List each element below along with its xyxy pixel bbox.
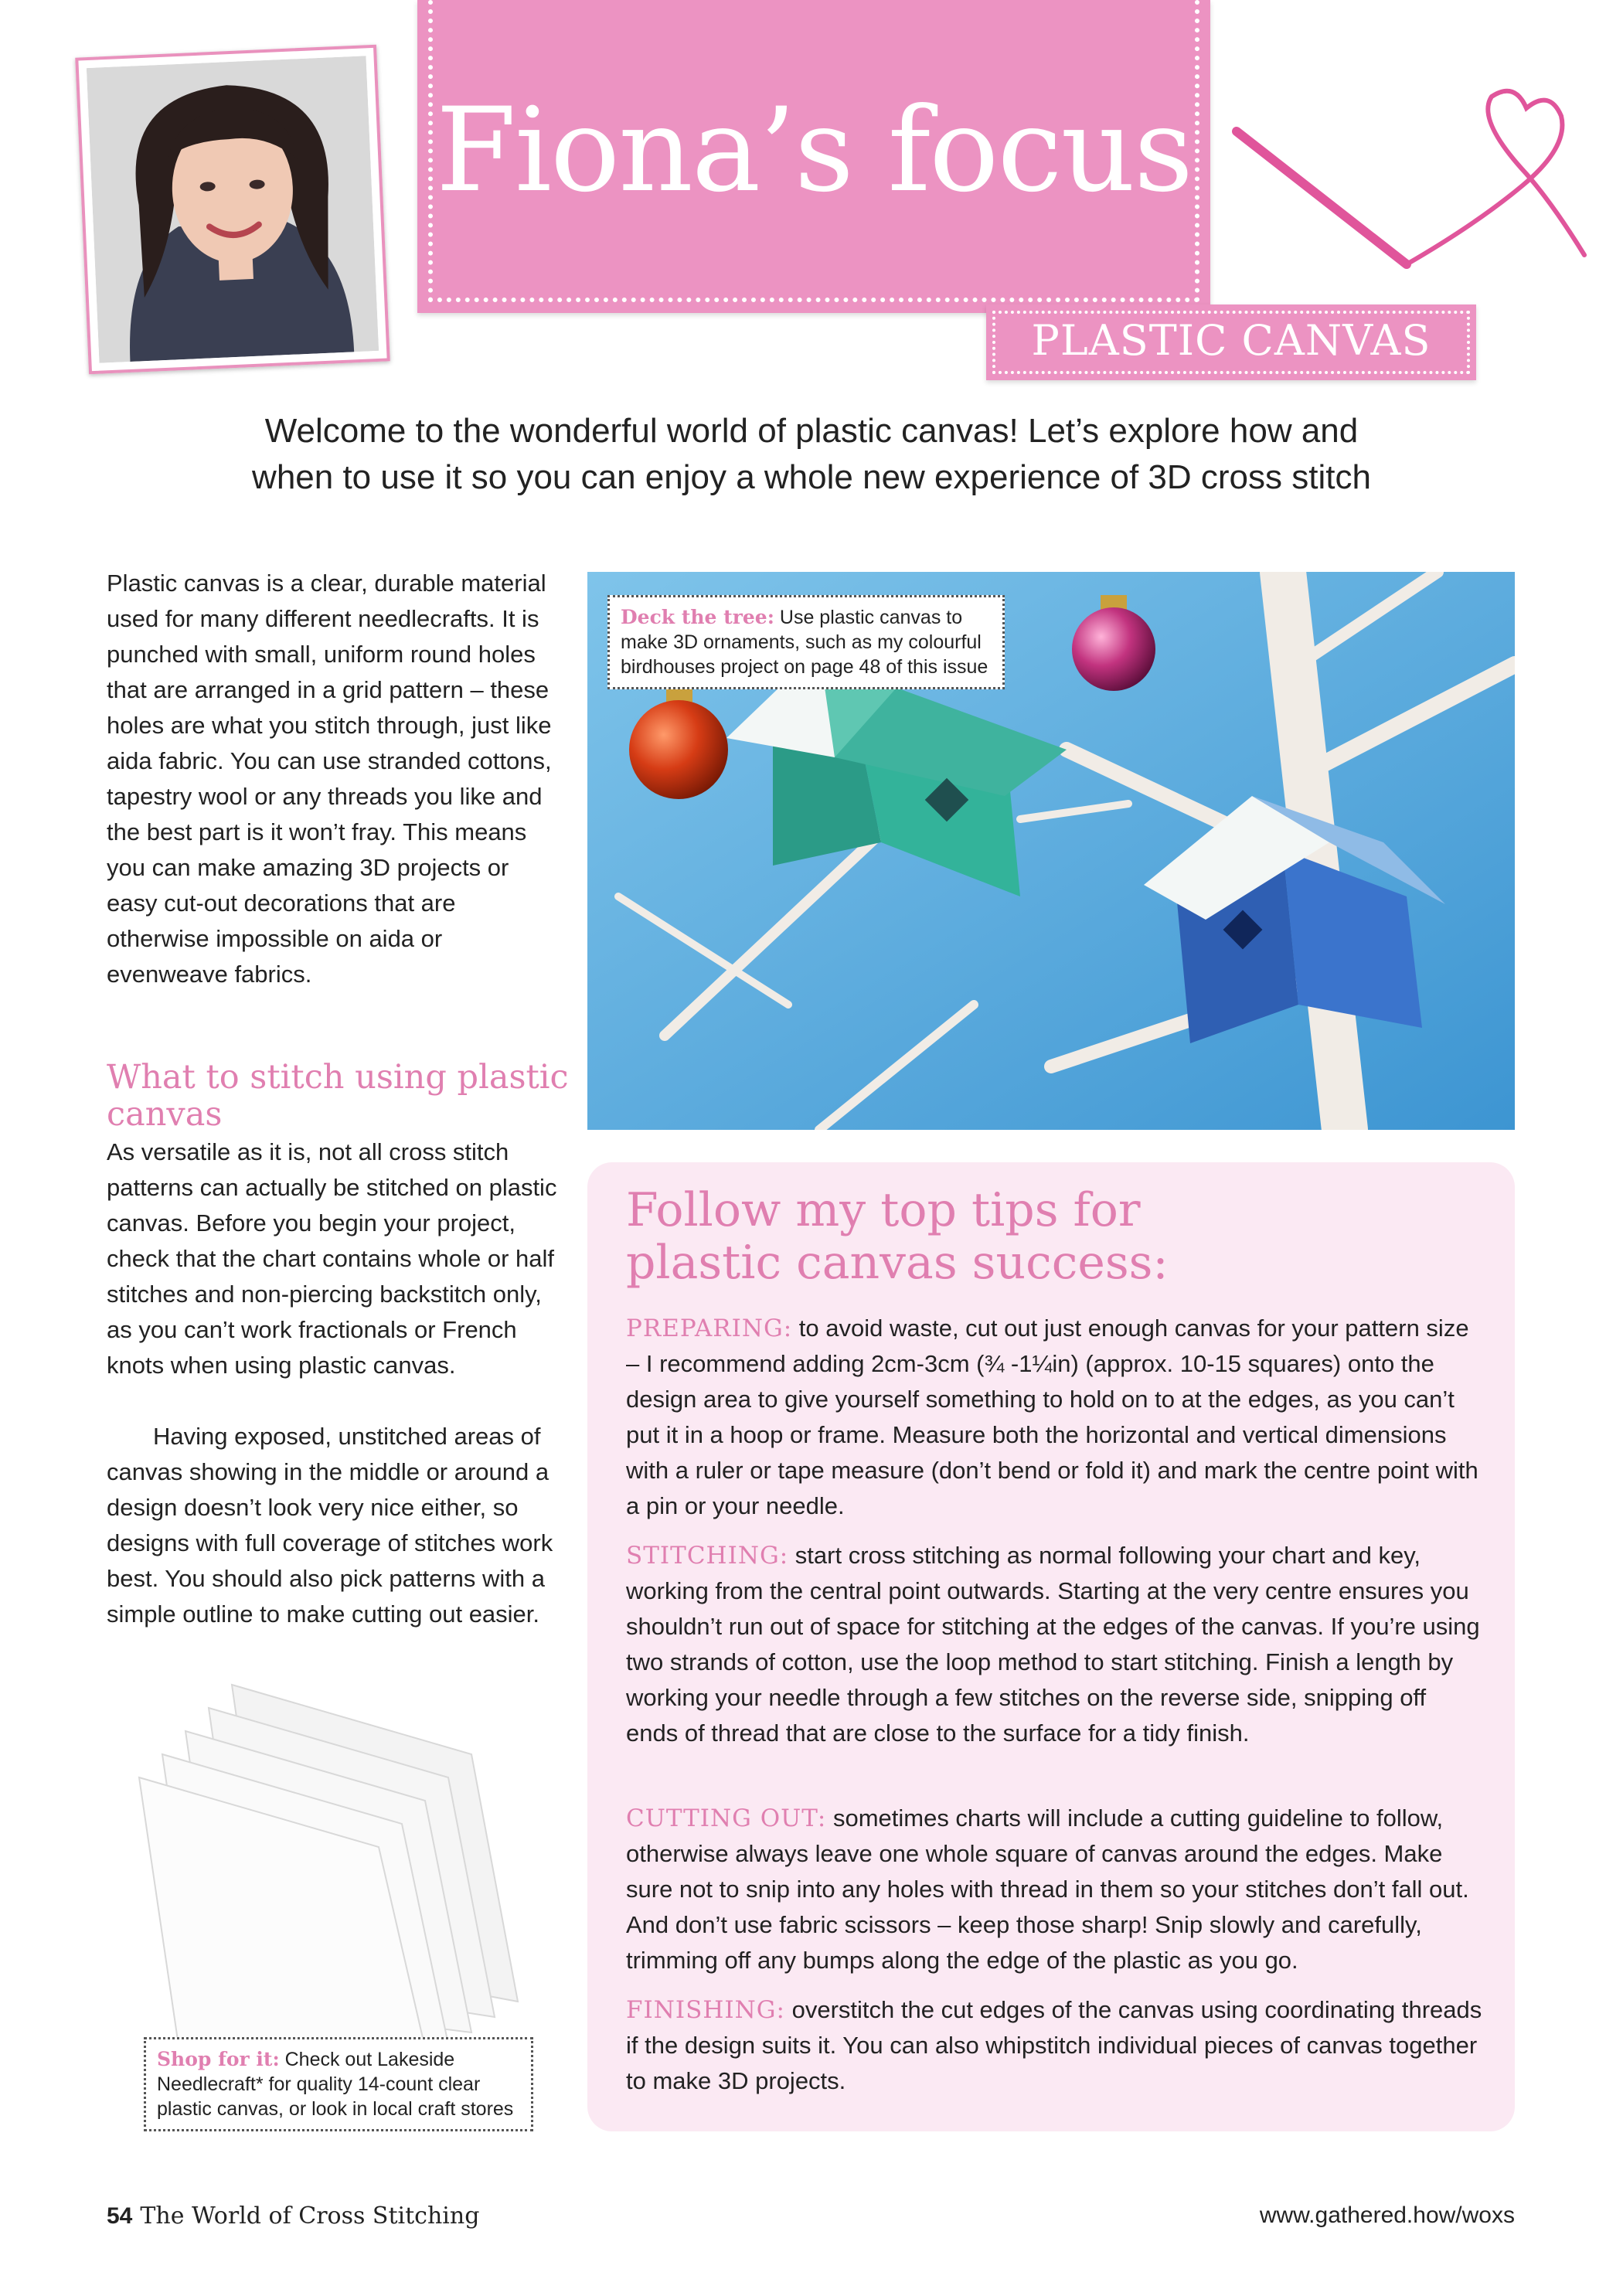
footer-folio [107,2202,479,2230]
body-paragraph: As versatile as it is, not all cross stitch patterns can actually be stitched on plastic canvas. Before you begin your project, check that the chart contains whole or half stitches and non-piercing backstitch only, as you can’t work fractionals or French knots when using plastic canvas. [107,1138,557,1379]
title-banner [417,0,1210,313]
section-heading: What to stitch using plastic canvas [107,1058,569,1134]
author-portrait [75,45,390,375]
page-title: Fiona’s focus [435,83,1193,218]
tip-text: overstitch the cut edges of the canvas using coordinating threads if the design suits it. You can also whipstitch individual pieces of canvas together to make 3D projects. [626,1996,1482,2094]
photo-caption [607,595,1005,689]
tips-heading-line-1: Follow my top tips for [626,1183,1141,1237]
intro-line-2: when to use it so you can enjoy a whole new experience of 3D cross stitch [252,458,1371,496]
body-paragraph: Having exposed, unstitched areas of canvas showing in the middle or around a design doesn’t look very nice either, so designs with full coverage of stitches work best. You should also pick patterns with a simple outline to make cutting out easier. [107,1423,553,1628]
needle-thread-icon [1221,62,1608,317]
shop-caption-text: Check out Lakeside Needlecraft* for quality 14-count clear plastic canvas, or look in local craft stores [157,2049,514,2120]
author-photo [87,56,379,362]
tip-text: start cross stitching as normal following your chart and key, working from the central point outwards. Starting at the very centre ensures you shouldn’t run out of space for stitching at the edges of the canvas. If you’re using two strands of cotton, use the loop method to start stitching. Finish a length by working your needle through a few stitches on the reverse side, snipping off ends of thread that are close to the surface for a tidy finish. [626,1542,1480,1747]
tip-label: PREPARING: [626,1315,793,1342]
plastic-canvas-sheets-image [131,1662,533,2048]
section-tag [986,304,1476,380]
intro-paragraph: Plastic canvas is a clear, durable material used for many different needlecrafts. It is punched with small, uniform round holes that are arranged in a grid pattern – these holes are what you stitch through, just like aida fabric. You can use stranded cottons, tapestry wool or any threads you like and the best part is it won’t fray. This means you can make amazing 3D projects or easy cut-out decorations that are otherwise impossible on aida or evenweave fabrics. [107,570,552,988]
footer-url[interactable]: www.gathered.how/woxs [1259,2202,1515,2228]
tip-stitching [626,1538,1484,1751]
tips-heading [626,1184,1476,1289]
shop-caption [144,2037,533,2131]
tip-text: to avoid waste, cut out just enough canvas for your pattern size – I recommend adding 2cm-3cm (¾ -1¼in) (approx. 10-15 squares) onto the design area to give yourself something to hold on to at the edges, as you can’t put it in a hoop or frame. Measure both the horizontal and vertical dimensions with a ruler or tape measure (don’t bend or fold it) and mark the centre point with a pin or your needle. [626,1315,1478,1519]
tip-label: CUTTING OUT: [626,1804,827,1832]
tips-heading-line-2: plastic canvas success: [626,1236,1169,1290]
intro-line-1: Welcome to the wonderful world of plastic canvas! Let’s explore how and [264,412,1359,450]
tip-text: sometimes charts will include a cutting guideline to follow, otherwise always leave one whole square of canvas around the edges. Make sure not to snip into any holes with thread in them so your stitches don’t fall out. And don’t use fabric scissors – keep those sharp! Snip slowly and carefully, trimming off any bumps along the edge of the plastic as you go. [626,1804,1469,1974]
tip-preparing [626,1311,1484,1524]
page-number: 54 [107,2203,133,2229]
tip-finishing [626,1992,1484,2099]
photo-caption-text: Use plastic canvas to make 3D ornaments, such as my colourful birdhouses project on page 48 of this issue [621,607,988,678]
shop-caption-lead: Shop for it: [157,2048,280,2070]
photo-caption-lead: Deck the tree: [621,606,774,628]
tip-label: STITCHING: [626,1542,789,1570]
tip-label: FINISHING: [626,1996,785,2024]
tip-cutting-out [626,1801,1484,1978]
magazine-name: The World of Cross Stitching [140,2202,480,2230]
section-tag-label: PLASTIC CANVAS [1031,316,1431,365]
intro-text [232,408,1391,501]
